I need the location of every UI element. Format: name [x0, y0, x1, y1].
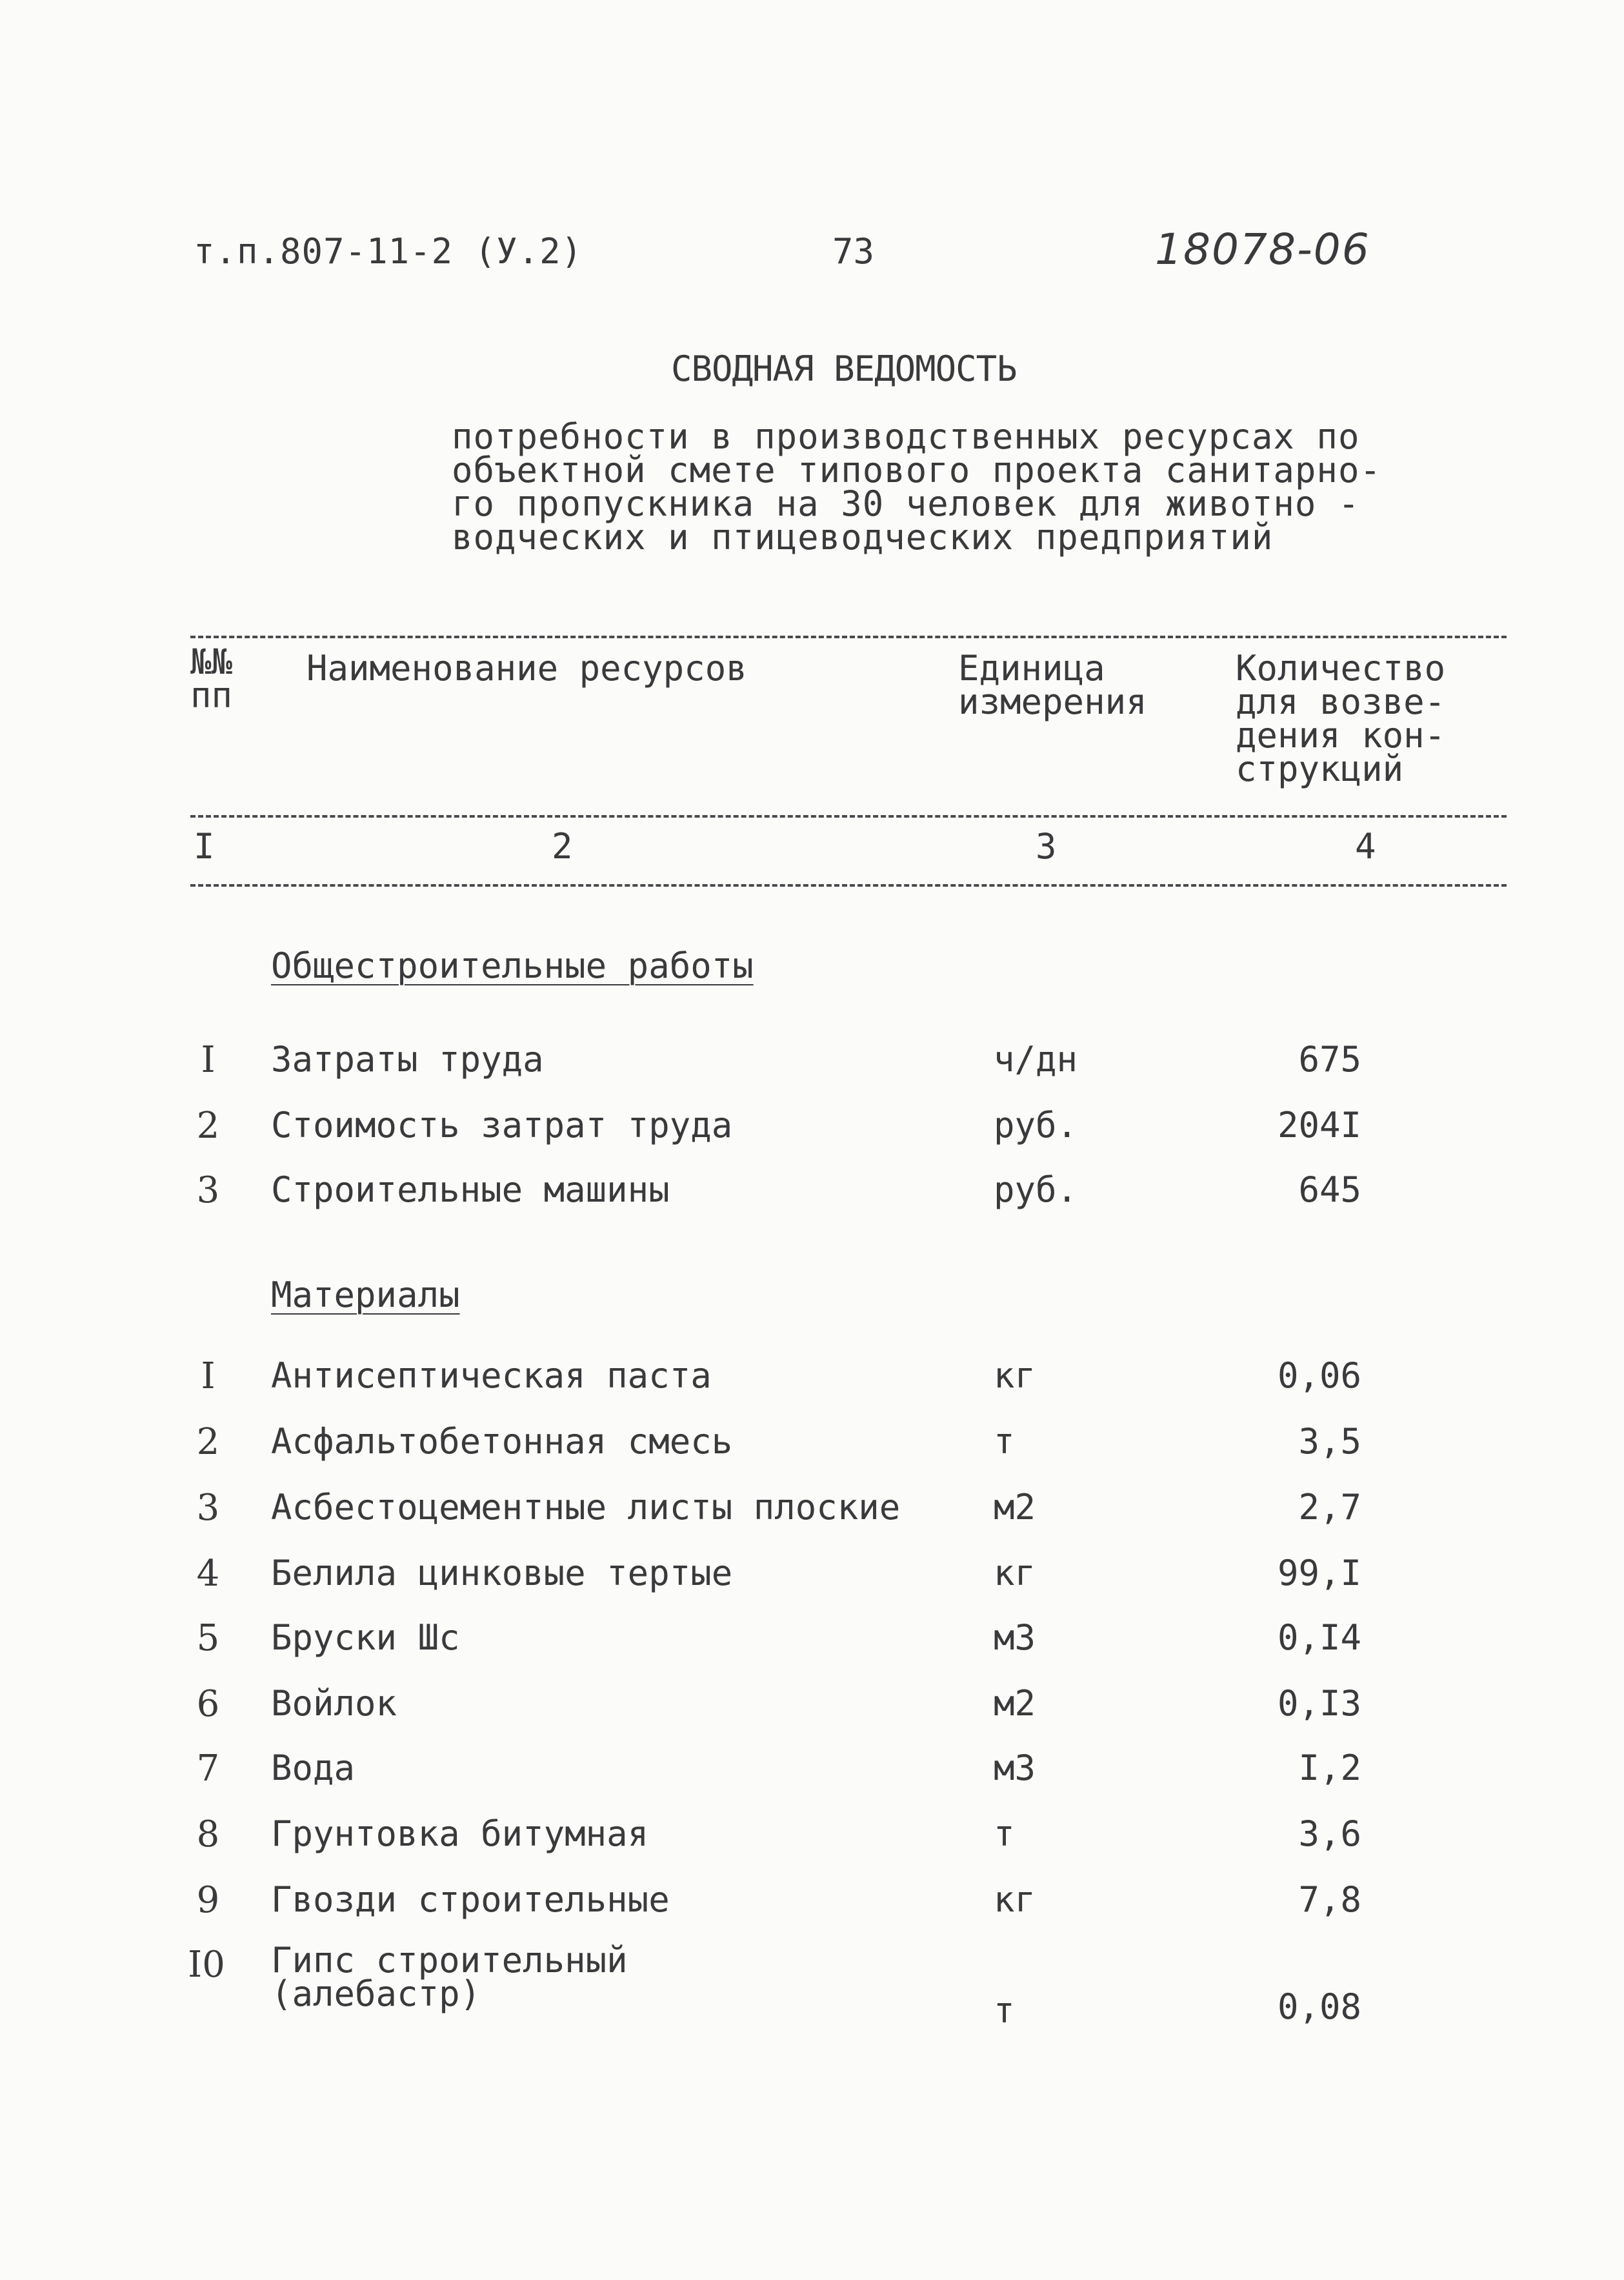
row-number: I0 [188, 1944, 225, 1986]
column-header-quantity [1236, 648, 1446, 789]
resource-quantity: 0,I3 [1277, 1683, 1361, 1724]
row-number: 9 [196, 1879, 220, 1921]
resource-unit: руб. [994, 1169, 1078, 1210]
resource-unit: м3 [994, 1748, 1036, 1788]
resource-unit: кг [994, 1553, 1036, 1593]
resource-quantity: 7,8 [1298, 1879, 1361, 1920]
resource-name: Строительные машины [271, 1169, 670, 1210]
header-divider-rule [190, 815, 1507, 818]
resource-quantity: 645 [1298, 1169, 1361, 1210]
subtitle-line: потребности в производственных ресурсах по [452, 416, 1360, 457]
resource-unit: м3 [994, 1617, 1036, 1658]
document-title: СВОДНАЯ ВЕДОМОСТЬ [671, 348, 1017, 389]
resource-quantity: I,2 [1298, 1748, 1361, 1788]
subtitle-line: объектной смете типового проекта санитарно- [452, 450, 1381, 490]
table-row [0, 1105, 1624, 1156]
column-header-unit [958, 648, 1147, 722]
resource-quantity: 0,08 [1277, 1986, 1361, 2027]
resource-unit: руб. [994, 1105, 1078, 1145]
column-header-number-line: №№ [190, 641, 233, 682]
column-header-quantity-line: дения кон- [1236, 715, 1446, 756]
table-row [0, 1355, 1624, 1407]
column-number-1: I [194, 826, 215, 867]
resource-quantity: 99,I [1277, 1553, 1361, 1593]
document-code: т.п.807-11-2 (У.2) [194, 231, 583, 272]
table-top-rule [190, 636, 1507, 638]
row-number: 5 [196, 1617, 220, 1659]
resource-quantity: 3,6 [1298, 1813, 1361, 1854]
column-header-name [306, 648, 747, 689]
row-number: 8 [196, 1813, 220, 1855]
resource-unit: м2 [994, 1683, 1036, 1724]
resource-name: Войлок [271, 1683, 397, 1724]
column-header-quantity-line: Количество [1236, 648, 1446, 689]
column-header-number [190, 641, 233, 716]
column-header-name-line: Наименование ресурсов [306, 648, 747, 689]
inventory-number: 18078-06 [1155, 225, 1370, 274]
row-number: 2 [196, 1421, 220, 1463]
section-heading: Материалы [271, 1275, 460, 1315]
resource-name: Затраты труда [271, 1039, 544, 1080]
resource-quantity: 0,I4 [1277, 1617, 1361, 1658]
resource-quantity: 204I [1277, 1105, 1361, 1145]
resource-unit: ч/дн [994, 1039, 1078, 1080]
page-number: 73 [832, 231, 875, 272]
table-row [0, 1748, 1624, 1799]
table-row [0, 1683, 1624, 1735]
resource-unit: т [994, 1990, 1015, 2031]
resource-unit: т [994, 1421, 1015, 1462]
resource-name: Асбестоцементные листы плоские [271, 1487, 901, 1528]
table-row [0, 1039, 1624, 1091]
resource-name: Вода [271, 1748, 356, 1788]
row-number: I [201, 1039, 216, 1081]
resource-unit: т [994, 1813, 1015, 1854]
resource-name [271, 1940, 628, 2014]
table-row [0, 1813, 1624, 1865]
column-number-4: 4 [1355, 826, 1376, 867]
column-header-number-line: пп [190, 675, 233, 716]
resource-quantity: 3,5 [1298, 1421, 1361, 1462]
column-number-2: 2 [552, 826, 573, 867]
section-heading: Общестроительные работы [271, 945, 754, 986]
table-row [0, 1940, 1624, 2047]
row-number: 6 [196, 1683, 220, 1725]
resource-name: Грунтовка битумная [271, 1813, 649, 1854]
column-number-3: 3 [1036, 826, 1057, 867]
resource-name: Бруски Шс [271, 1617, 460, 1658]
table-row [0, 1879, 1624, 1931]
resource-name: Асфальтобетонная смесь [271, 1421, 733, 1462]
column-numbers-rule [190, 884, 1507, 887]
row-number: I [201, 1355, 216, 1397]
row-number: 7 [196, 1748, 220, 1790]
resource-name-line: (алебастр) [271, 1973, 481, 2014]
column-header-unit-line: измерения [958, 681, 1147, 722]
table-row [0, 1617, 1624, 1669]
column-header-quantity-line: для возве- [1236, 681, 1446, 722]
row-number: 3 [196, 1169, 220, 1211]
column-header-quantity-line: струкций [1236, 749, 1404, 789]
table-row [0, 1421, 1624, 1473]
row-number: 2 [196, 1105, 220, 1147]
resource-name-line: Гипс строительный [271, 1940, 628, 1981]
row-number: 3 [196, 1487, 220, 1529]
subtitle-line: го пропускника на 30 человек для животно - [452, 483, 1360, 524]
resource-quantity: 675 [1298, 1039, 1361, 1080]
resource-name: Стоимость затрат труда [271, 1105, 733, 1145]
column-header-unit-line: Единица [958, 648, 1105, 689]
resource-unit: кг [994, 1355, 1036, 1396]
table-row [0, 1487, 1624, 1538]
resource-unit: кг [994, 1879, 1036, 1920]
row-number: 4 [196, 1553, 220, 1595]
table-row [0, 1553, 1624, 1604]
resource-unit: м2 [994, 1487, 1036, 1528]
resource-name: Белила цинковые тертые [271, 1553, 733, 1593]
subtitle-line: водческих и птицеводческих предприятий [452, 517, 1274, 558]
resource-quantity: 0,06 [1277, 1355, 1361, 1396]
table-row [0, 1169, 1624, 1221]
resource-name: Антисептическая паста [271, 1355, 712, 1396]
resource-name: Гвозди строительные [271, 1879, 670, 1920]
resource-quantity: 2,7 [1298, 1487, 1361, 1528]
